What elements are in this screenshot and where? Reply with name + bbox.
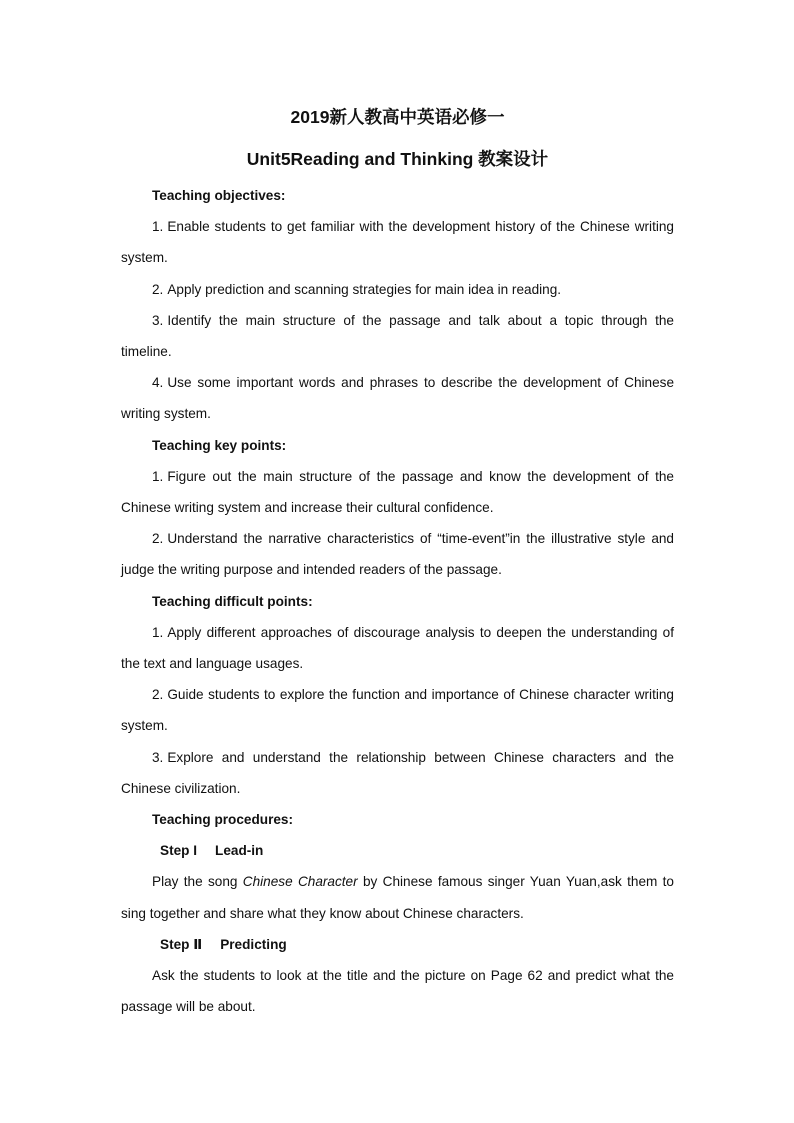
item-text: Identify the main structure of the passage and talk about a topic through the timeline. [121, 312, 674, 360]
song-title: Chinese Character [242, 874, 358, 890]
item-number: 2. [152, 687, 164, 703]
step-text-before: Play the song [152, 874, 243, 890]
key-point-item-2 [121, 523, 674, 585]
item-text: Apply prediction and scanning strategies for main idea in reading. [167, 281, 562, 297]
item-number: 1. [152, 468, 164, 484]
step-name: Lead-in [215, 843, 264, 859]
objective-item-1 [121, 211, 674, 273]
item-number: 3. [152, 749, 164, 765]
item-number: 2. [152, 281, 164, 297]
document-title-line1: 2019新人教高中英语必修一 [290, 107, 505, 127]
difficult-point-item-2 [121, 679, 674, 741]
procedures-heading: Teaching procedures: [152, 812, 294, 828]
objective-item-2 [121, 274, 674, 305]
objective-item-4 [121, 367, 674, 429]
difficult-point-item-3 [121, 742, 674, 804]
item-text: Explore and understand the relationship between Chinese characters and the Chinese civilization. [121, 749, 674, 796]
item-number: 1. [152, 219, 164, 235]
document-body [121, 100, 674, 1022]
item-number: 1. [152, 624, 164, 640]
item-text: Use some important words and phrases to describe the development of Chinese writing system. [121, 375, 674, 422]
item-text: Figure out the main structure of the passage and know the development of the Chinese writing system and increase their cultural confidence. [121, 468, 674, 516]
item-text: Understand the narrative characteristics of “time-event”in the illustrative style and judge the writing purpose and intended readers of the passage. [121, 531, 674, 578]
step-name: Predicting [220, 936, 287, 952]
step-text-after: by Chinese famous singer Yuan Yuan,ask them to sing together and share what they know about Chinese characters. [121, 874, 674, 921]
step-2-heading [121, 929, 674, 960]
objective-item-3 [121, 305, 674, 367]
step-2-text: Ask the students to look at the title and the picture on Page 62 and predict what the passage will be about. [121, 968, 674, 1015]
item-number: 4. [152, 375, 164, 391]
difficult-point-item-1 [121, 617, 674, 679]
difficult-points-heading: Teaching difficult points: [152, 593, 313, 609]
item-number: 3. [152, 312, 164, 328]
step-1-heading [121, 835, 674, 866]
objectives-heading: Teaching objectives: [152, 188, 286, 203]
step-1-text [121, 866, 674, 928]
item-text: Apply different approaches of discourage analysis to deepen the understanding of the text and language usages. [121, 624, 674, 672]
key-point-item-1 [121, 461, 674, 523]
item-text: Enable students to get familiar with the development history of the Chinese writing system. [121, 219, 674, 266]
item-text: Guide students to explore the function and importance of Chinese character writing system. [121, 687, 674, 734]
document-title-line2: Unit5Reading and Thinking 教案设计 [246, 149, 549, 169]
step-label: Step I [160, 843, 198, 859]
key-points-heading: Teaching key points: [152, 437, 287, 453]
item-number: 2. [152, 531, 164, 547]
step-label: Step Ⅱ [160, 936, 203, 952]
